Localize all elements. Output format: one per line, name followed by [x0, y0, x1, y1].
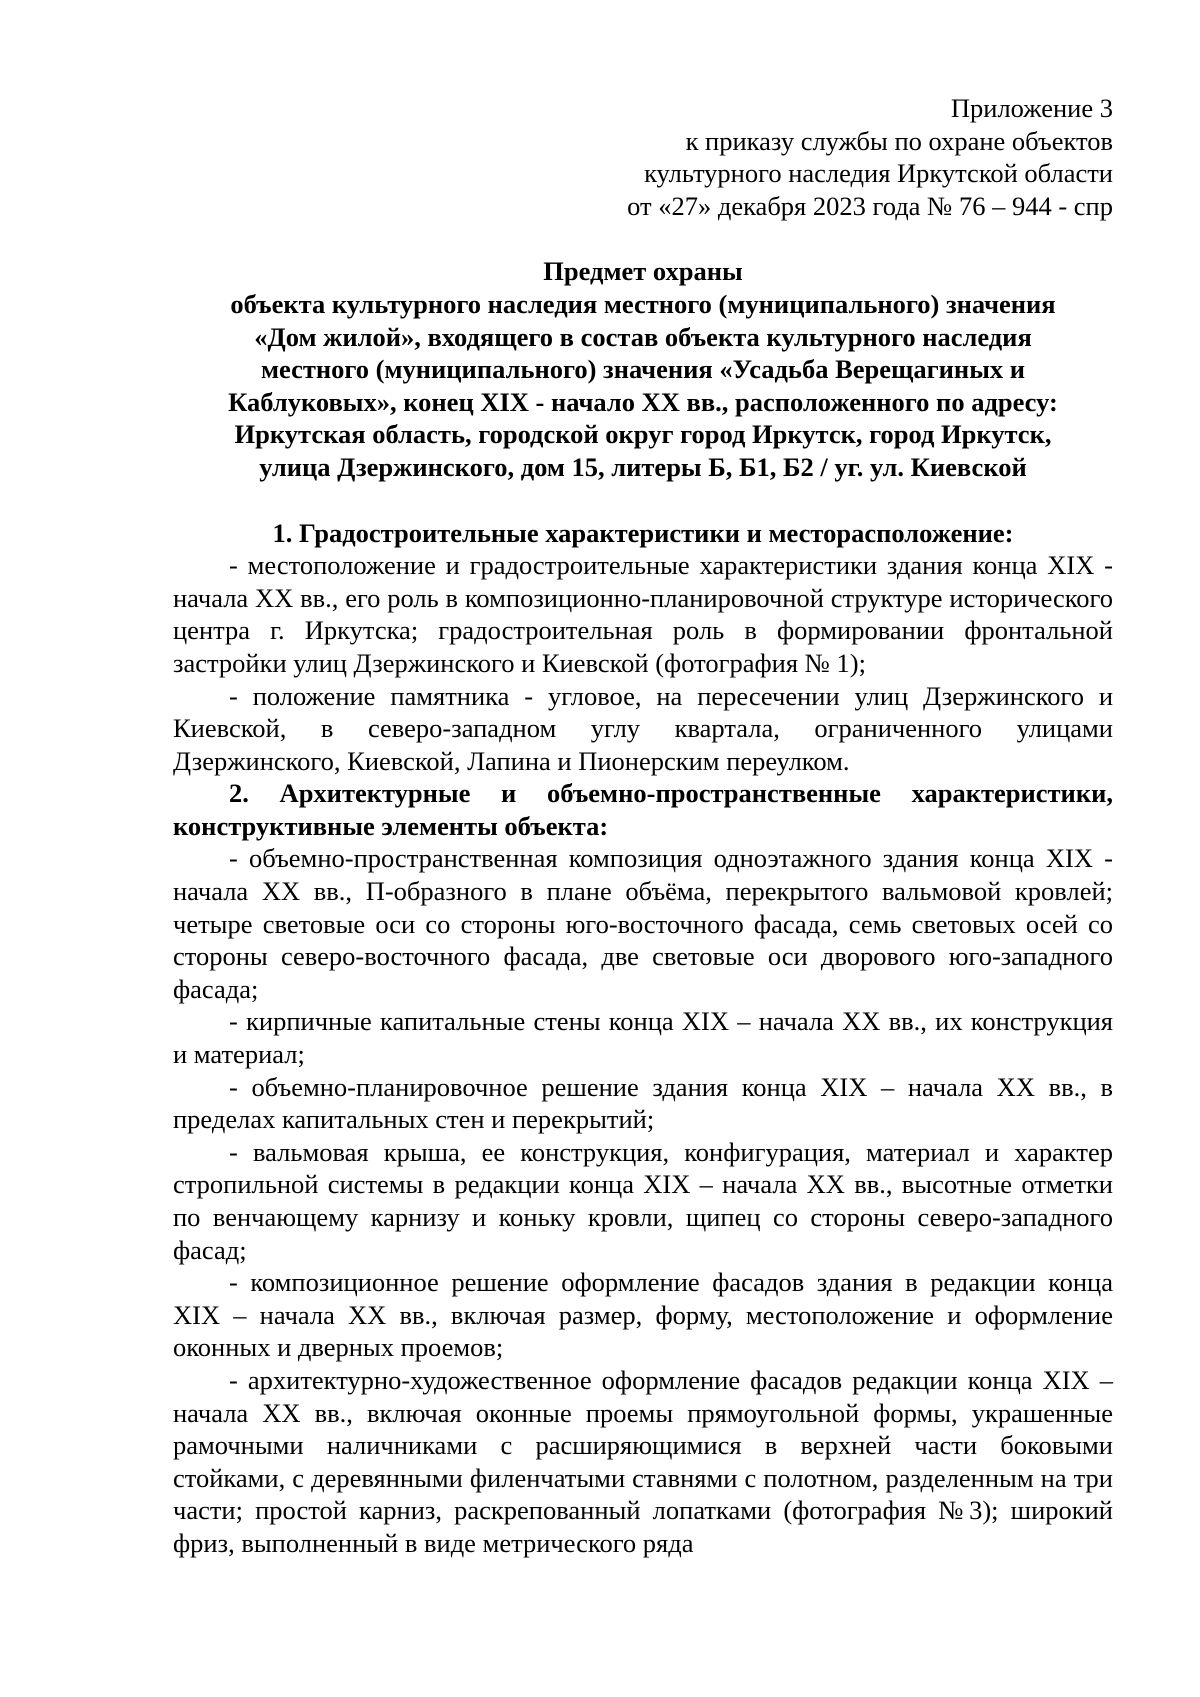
document-title [173, 255, 1113, 483]
title-line: объекта культурного наследия местного (муниципального) значения [230, 288, 1056, 319]
section-paragraph: - композиционное решение оформление фасадов здания в редакции конца XIX – начала XX вв., включая размер, форму, местоположение и оформление оконных и дверных проемов; [173, 1267, 1113, 1363]
document-page [173, 92, 1113, 1560]
section-paragraph: - положение памятника - угловое, на пересечении улиц Дзержинского и Киевской, в северо-западном углу квартала, ограниченного улицами Дзержинского, Киевской, Лапина и Пионерским переулком. [173, 680, 1113, 776]
section-heading: 2. Архитектурные и объемно-пространственные характеристики, конструктивные элементы объекта: [173, 778, 1113, 841]
section-urban-planning [173, 517, 1113, 778]
appendix-line: от «27» декабря 2023 года № 76 – 944 - спр [627, 190, 1113, 221]
section-paragraph: - архитектурно-художественное оформление фасадов редакции конца XIX – начала XX вв., включая оконные проемы прямоугольной формы, украшенные рамочными наличниками с расширяющимися в верхней части боковыми стойками, с деревянными филенчатыми ставнями с полотном, разделенным на три части; простой карниз, раскрепованный лопатками (фотография №3); широкий фриз, выполненный в виде метрического ряда [173, 1364, 1113, 1558]
title-line: «Дом жилой», входящего в состав объекта культурного наследия [254, 321, 1032, 352]
title-line: местного (муниципального) значения «Усадьба Верещагиных и [260, 354, 1026, 385]
title-line: Каблуковых», конец XIX - начало XX вв., расположенного по адресу: [228, 386, 1058, 417]
appendix-line: культурного наследия Иркутской области [644, 158, 1113, 189]
section-paragraph: - объемно-планировочное решение здания конца XIX – начала XX вв., в пределах капитальных стен и перекрытий; [173, 1071, 1113, 1135]
section-paragraph: - местоположение и градостроительные характеристики здания конца XIX - начала XX вв., его роль в композиционно-планировочной структуре исторического центра г. Иркутска; градостроительная роль в формировании фронтальной застройки улиц Дзержинского и Киевской (фотография № 1); [173, 550, 1113, 678]
section-heading: 1. Градостроительные характеристики и месторасположение: [272, 517, 1014, 548]
section-paragraph: - объемно-пространственная композиция одноэтажного здания конца XIX - начала XX вв., П-образного в плане объёма, перекрытого вальмовой кровлей; четыре световые оси со стороны юго-восточного фасада, семь световых осей со стороны северо-восточного фасада, две световые оси дворового юго-западного фасада; [173, 843, 1113, 1004]
section-paragraph: - вальмовая крыша, ее конструкция, конфигурация, материал и характер стропильной системы в редакции конца XIX – начала XX вв., высотные отметки по венчающему карнизу и коньку кровли, щипец со стороны северо-западного фасад; [173, 1136, 1113, 1265]
appendix-line: к приказу службы по охране объектов [685, 125, 1113, 156]
appendix-line: Приложение 3 [950, 93, 1113, 123]
title-line: улица Дзержинского, дом 15, литеры Б, Б1, Б2 / уг. ул. Киевской [259, 451, 1027, 482]
appendix-block [173, 92, 1113, 222]
section-paragraph: - кирпичные капитальные стены конца XIX – начала XX вв., их конструкция и материал; [173, 1006, 1113, 1070]
title-line: Иркутская область, городской округ город Иркутск, город Иркутск, [234, 419, 1052, 450]
section-architecture [173, 777, 1113, 1559]
title-line: Предмет охраны [543, 256, 743, 287]
